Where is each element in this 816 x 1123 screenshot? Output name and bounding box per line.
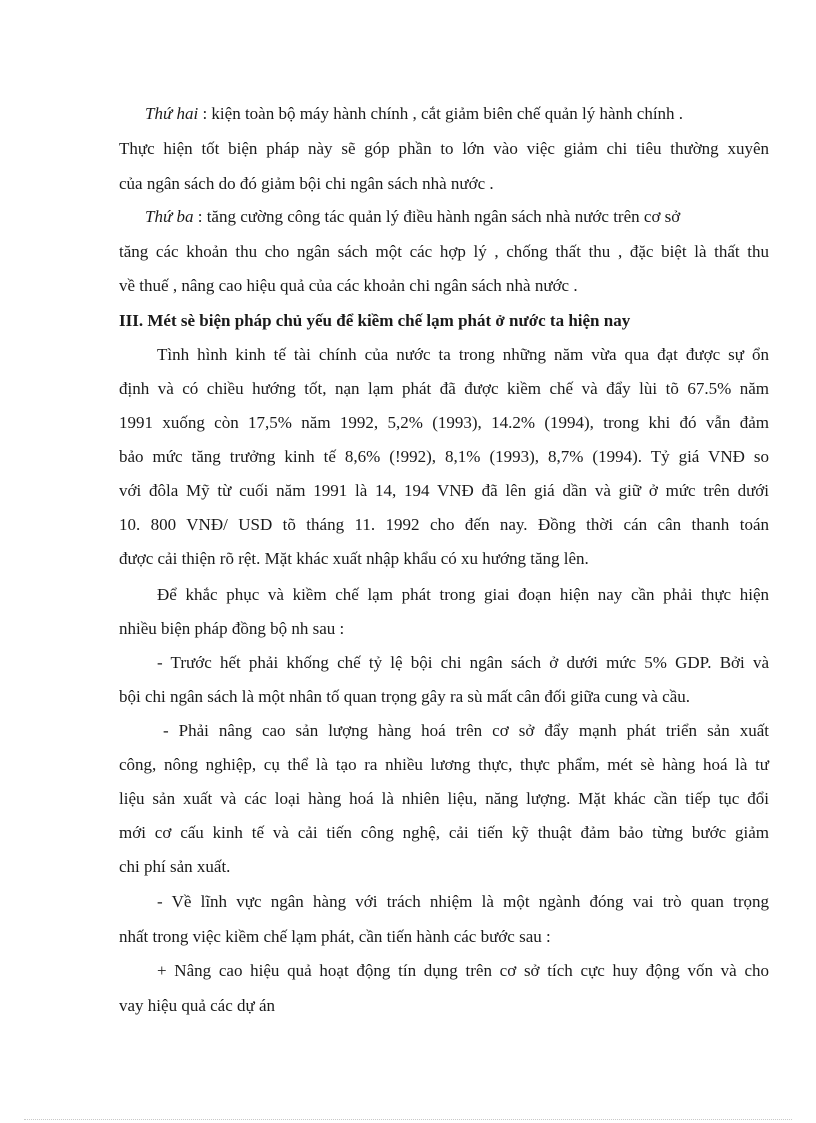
para2-line2: tăng các khoản thu cho ngân sách một các hợp lý , chống thất thu , đặc biệt là thất thu: [119, 242, 769, 261]
para4-line1: Để khắc phục và kiềm chế lạm phát trong giai đoạn hiện nay cần phải thực hiện: [157, 585, 769, 604]
bullet2-line3: liệu sản xuất và các loại hàng hoá là nhiên liệu, năng lượng. Mặt khác cần tiếp tục đổi: [119, 789, 769, 808]
para4-line2: nhiều biện pháp đồng bộ nh sau :: [119, 619, 345, 638]
para2-lead: Thứ ba: [145, 207, 194, 226]
para3-line4: bảo mức tăng trưởng kinh tế 8,6% (!992), 8,1% (1993), 8,7% (1994). Tỷ giá VNĐ so: [119, 447, 769, 466]
para2-line1: [145, 206, 769, 228]
para1-line2: Thực hiện tốt biện pháp này sẽ góp phần to lớn vào việc giảm chi tiêu thường xuyên: [119, 139, 769, 158]
para3-line3: 1991 xuống còn 17,5% năm 1992, 5,2% (1993), 14.2% (1994), trong khi đó vẫn đảm: [119, 413, 769, 432]
para2-line1-text: : tăng cường công tác quản lý điều hành ngân sách nhà nước trên cơ sở: [193, 207, 681, 226]
para1-line1: [145, 103, 769, 125]
bullet2-line4: mới cơ cấu kinh tế và cải tiến công nghệ, cải tiến kỹ thuật đảm bảo từng bước giảm: [119, 823, 769, 842]
para2-line3: về thuế , nâng cao hiệu quả của các khoản chi ngân sách nhà nước .: [119, 276, 578, 295]
bullet2-line5: chi phí sản xuất.: [119, 857, 231, 876]
para3-line6: 10. 800 VNĐ/ USD tõ tháng 11. 1992 cho đến nay. Đồng thời cán cân thanh toán: [119, 515, 769, 534]
para3-line7: được cải thiện rõ rệt. Mặt khác xuất nhập khẩu có xu hướng tăng lên.: [119, 549, 589, 568]
bullet1-line2: bội chi ngân sách là một nhân tố quan trọng gây ra sù mất cân đối giữa cung và cầu.: [119, 687, 690, 706]
bullet4-line1: + Nâng cao hiệu quả hoạt động tín dụng trên cơ sở tích cực huy động vốn và cho: [157, 961, 769, 980]
bullet3-line1: - Về lĩnh vực ngân hàng với trách nhiệm là một ngành đóng vai trò quan trọng: [157, 892, 769, 911]
bullet2-line2: công, nông nghiệp, cụ thể là tạo ra nhiều lương thực, thực phẩm, mét sè hàng hoá là tư: [119, 755, 769, 774]
para1-line1-text: : kiện toàn bộ máy hành chính , cắt giảm biên chế quản lý hành chính .: [198, 104, 684, 123]
para1-lead: Thứ hai: [145, 104, 199, 123]
bullet3-line2: nhất trong việc kiềm chế lạm phát, cần tiến hành các bước sau :: [119, 927, 551, 946]
bullet1-line1: - Trước hết phải khống chế tỷ lệ bội chi ngân sách ở dưới mức 5% GDP. Bởi và: [157, 653, 769, 672]
section-heading: III. Mét sè biện pháp chủ yếu để kiềm chế lạm phát ở nước ta hiện nay: [119, 311, 631, 330]
para3-line5: với đôla Mỹ từ cuối năm 1991 là 14, 194 VNĐ đã lên giá dần và giữ ở mức trên dưới: [119, 481, 769, 500]
para1-line3: của ngân sách do đó giảm bội chi ngân sách nhà nước .: [119, 174, 494, 193]
page-bottom-divider: [24, 1119, 792, 1120]
bullet4-line2: vay hiệu quả các dự án: [119, 996, 276, 1015]
bullet2-line1: - Phải nâng cao sản lượng hàng hoá trên cơ sở đẩy mạnh phát triển sản xuất: [163, 721, 769, 740]
para3-line2: định và có chiều hướng tốt, nạn lạm phát đã được kiềm chế và đẩy lùi tõ 67.5% năm: [119, 379, 769, 398]
para3-line1: Tình hình kinh tế tài chính của nước ta trong những năm vừa qua đạt được sự ổn: [157, 345, 769, 364]
